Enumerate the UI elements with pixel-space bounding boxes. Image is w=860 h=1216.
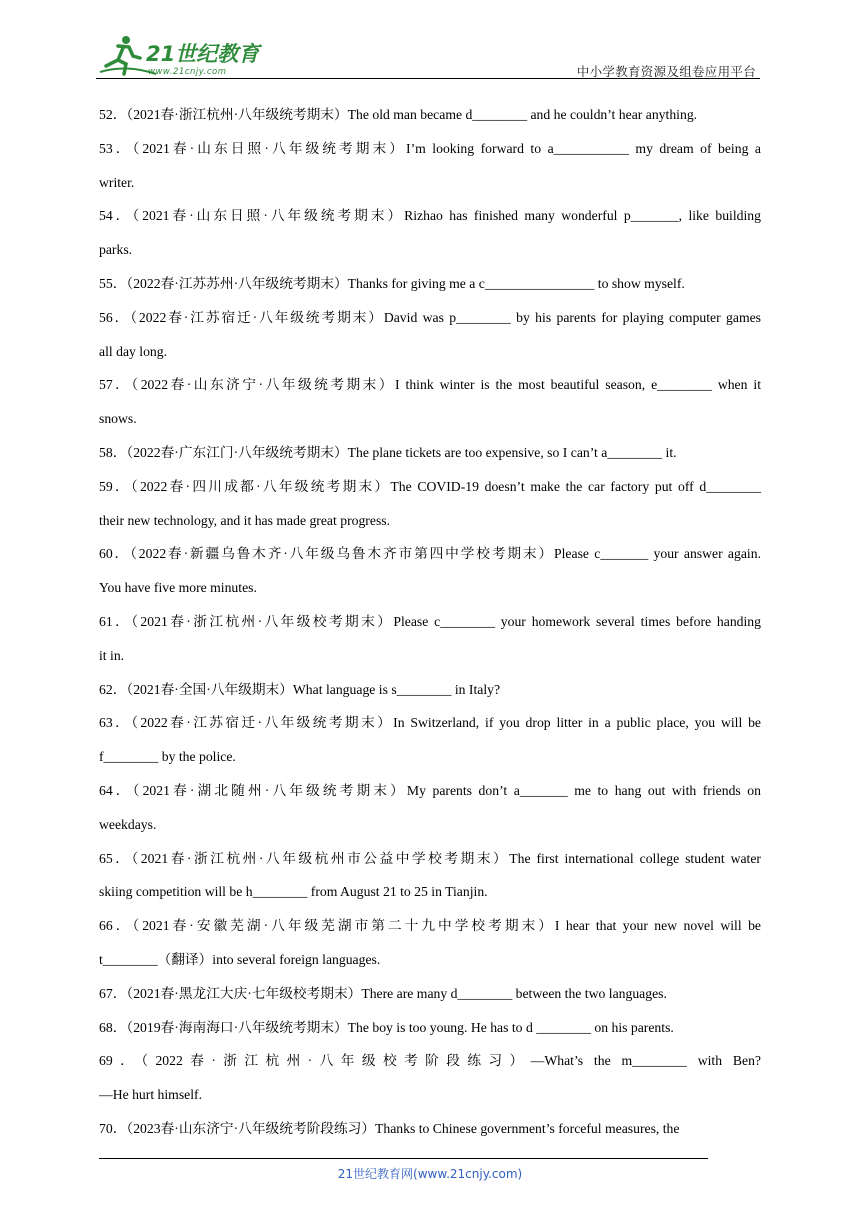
question-text: 52．（2021春·浙江杭州·八年级统考期末）The old man became d________ and he couldn’t hear anything. (99, 107, 698, 122)
question-continuation: You have five more minutes. (99, 580, 257, 596)
question-text: 70．（2023春·山东济宁·八年级统考阶段练习）Thanks to Chinese government’s forceful measures, the (99, 1120, 680, 1136)
question-text: 61．（2021春·浙江杭州·八年级校考期末）Please c________ your homework several times before handing (99, 613, 761, 629)
question-list (99, 98, 761, 1146)
question-continuation: skiing competition will be h________ from August 21 to 25 in Tianjin. (99, 884, 488, 900)
question-item (99, 605, 761, 673)
question-continuation: weekdays. (99, 816, 157, 832)
question-continuation: parks. (99, 242, 133, 258)
question-text: 66．（2021春·安徽芜湖·八年级芜湖市第二十九中学校考期末）I hear that your new novel will be (99, 918, 761, 934)
question-continuation: all day long. (99, 343, 168, 359)
footer-link[interactable]: 21世纪教育网(www.21cnjy.com) (337, 1167, 523, 1181)
question-item (99, 706, 761, 774)
question-item (99, 199, 761, 267)
question-text: 57．（2022春·山东济宁·八年级统考期末）I think winter is the most beautiful season, e________ when it (99, 377, 761, 393)
question-continuation: their new technology, and it has made great progress. (99, 512, 391, 528)
site-logo[interactable] (96, 34, 266, 78)
question-item (99, 673, 761, 707)
page-header (96, 28, 760, 78)
question-item (99, 1112, 761, 1146)
question-text: 56．（2022春·江苏宿迁·八年级统考期末）David was p________ by his parents for playing computer games (99, 309, 761, 325)
question-text: 54．（2021春·山东日照·八年级统考期末）Rizhao has finished many wonderful p_______, like building (99, 208, 761, 224)
question-continuation: writer. (99, 174, 135, 190)
question-item (99, 842, 761, 910)
question-item (99, 470, 761, 538)
question-text: 67．（2021春·黑龙江大庆·七年级校考期末）There are many d________ between the two languages. (99, 985, 667, 1001)
question-item (99, 301, 761, 369)
question-item (99, 537, 761, 605)
question-continuation: snows. (99, 411, 137, 427)
platform-name: 中小学教育资源及组卷应用平台 (576, 64, 756, 79)
question-text: 58．（2022春·广东江门·八年级统考期末）The plane tickets are too expensive, so I can’t a________ it. (99, 444, 677, 460)
question-text: 64．（2021春·湖北随州·八年级统考期末）My parents don’t a_______ me to hang out with friends on (99, 782, 761, 798)
question-text: 53．（2021春·山东日照·八年级统考期末）I’m looking forward to a___________ my dream of being a (99, 140, 761, 156)
question-item (99, 132, 761, 200)
question-continuation: —He hurt himself. (99, 1087, 203, 1103)
question-continuation: f________ by the police. (99, 749, 236, 765)
question-continuation: t________（翻译）into several foreign languages. (99, 951, 381, 967)
question-item (99, 98, 761, 132)
question-text: 59．（2022春·四川成都·八年级统考期末）The COVID-19 doesn’t make the car factory put off d________ (99, 478, 761, 494)
header-divider (96, 78, 760, 79)
question-continuation: it in. (99, 647, 125, 663)
question-item (99, 368, 761, 436)
question-text: 68．（2019春·海南海口·八年级统考期末）The boy is too young. He has to d ________ on his parents. (99, 1019, 674, 1035)
logo-text: 21世纪教育 (146, 42, 260, 66)
footer-divider (99, 1158, 708, 1159)
question-text: 55．（2022春·江苏苏州·八年级统考期末）Thanks for giving me a c________________ to show myself. (99, 275, 685, 291)
question-item (99, 909, 761, 977)
question-text: 62．（2021春·全国·八年级期末）What language is s________ in Italy? (99, 681, 501, 697)
question-item (99, 774, 761, 842)
question-item (99, 436, 761, 470)
question-item (99, 1044, 761, 1112)
question-text: 63．（2022春·江苏宿迁·八年级统考期末）In Switzerland, if you drop litter in a public place, you will be (99, 715, 761, 731)
question-text: 69．（2022春·浙江杭州·八年级校考阶段练习）—What’s the m________ with Ben? (99, 1053, 761, 1069)
question-item (99, 977, 761, 1011)
question-item (99, 267, 761, 301)
logo-url: www.21cnjy.com (148, 67, 227, 77)
question-item (99, 1011, 761, 1045)
question-text: 60．（2022春·新疆乌鲁木齐·八年级乌鲁木齐市第四中学校考期末）Please c_______ your answer again. (99, 546, 761, 562)
question-text: 65．（2021春·浙江杭州·八年级杭州市公益中学校考期末）The first international college student water (99, 850, 761, 866)
